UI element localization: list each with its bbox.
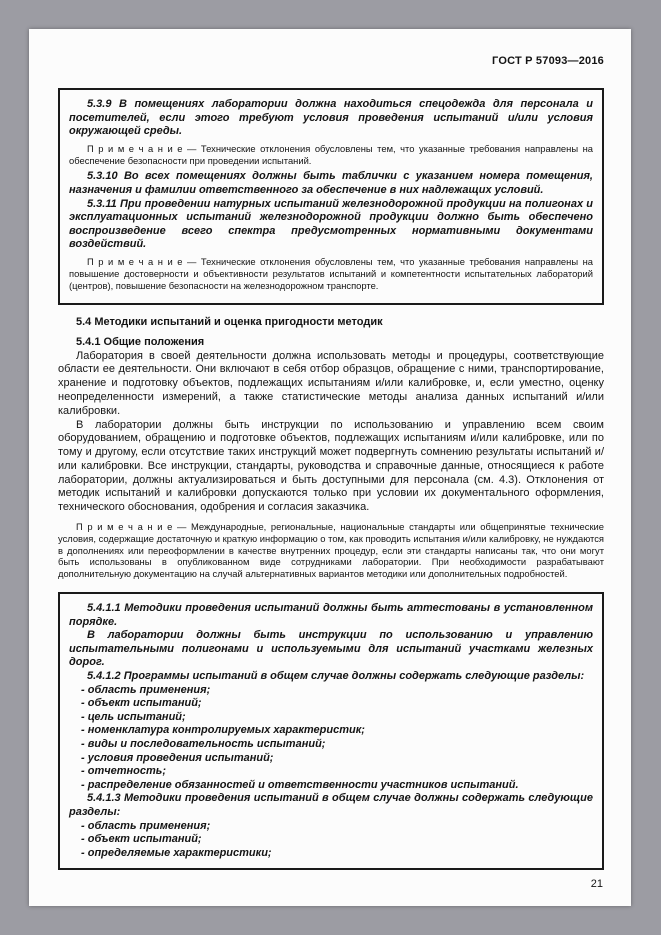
document-number: ГОСТ Р 57093—2016 bbox=[492, 55, 604, 67]
list-item: - номенклатура контролируемых характеристик; bbox=[81, 724, 365, 737]
section-5-4-1-heading: 5.4.1 Общие положения bbox=[76, 335, 205, 348]
note-after-5-3-9: П р и м е ч а н и е — Технические отклонения обусловлены тем, что указанные требования направлены на обеспечение безопасности при проведении испытаний. bbox=[69, 142, 593, 166]
section-5-4-heading: 5.4 Методики испытаний и оценка пригодности методик bbox=[76, 316, 383, 329]
clause-5-3-9: 5.3.9 В помещениях лаборатории должна находиться спецодежда для персонала и посетителей, если этого требуют условия проведения испытаний и/или условия окружающей среды. bbox=[69, 98, 593, 138]
list-item: - область применения; bbox=[81, 683, 211, 696]
list-item: - условия проведения испытаний; bbox=[81, 751, 274, 764]
page-number: 21 bbox=[590, 878, 603, 890]
clause-5-4-1-1: 5.4.1.1 Методики проведения испытаний должны быть аттестованы в установленном порядке. bbox=[69, 602, 593, 628]
page-content bbox=[29, 29, 631, 870]
list-item: - виды и последовательность испытаний; bbox=[81, 738, 326, 750]
document-page bbox=[29, 29, 631, 906]
clause-5-4-1-2: 5.4.1.2 Программы испытаний в общем случае должны содержать следующие разделы: bbox=[87, 670, 585, 683]
list-item: - объект испытаний; bbox=[81, 697, 202, 710]
list-item: - отчетность; bbox=[81, 765, 166, 778]
note-5-4-1: П р и м е ч а н и е — Международные, региональные, национальные стандарты или общепринятые технические условия, содержащие достаточную и краткую информацию о том, как проводить испытания и/или калибровку, не нуждаются в дополнениях или переоформлении в качестве внутренних процедур, если эти стандарты написаны так, что они могут быть использованы в опубликованном виде сотрудниками лаборатории. При необходимости разрабатывают дополнительную документацию на случай альтернативных вариантов методики или дополнительных подробностей. bbox=[58, 521, 604, 580]
clause-5-4-1-3: 5.4.1.3 Методики проведения испытаний в общем случае должны содержать следующие разделы: bbox=[69, 792, 593, 818]
clause-5-4-1-1-cont: В лаборатории должны быть инструкции по использованию и управлению испытательными полигонами и используемыми для испытаний участками железных дорог. bbox=[69, 629, 593, 669]
list-item: - объект испытаний; bbox=[81, 833, 202, 846]
clause-5-3-10: 5.3.10 Во всех помещениях должны быть таблички с указанием номера помещения, назначения и фамилии ответственного за обеспечение в них надлежащих условий. bbox=[69, 170, 593, 196]
clause-5-3-11: 5.3.11 При проведении натурных испытаний железнодорожной продукции на полигонах и эксплуатационных испытаний железнодорожной продукции должно быть обеспечено воспроизведение всего спектра предусмотренных нормативными документами воздействий. bbox=[69, 197, 593, 251]
list-item: - цель испытаний; bbox=[81, 710, 186, 723]
list-item: - область применения; bbox=[81, 819, 211, 832]
list-item: - распределение обязанностей и ответственности участников испытаний. bbox=[81, 778, 519, 791]
note-after-5-3-11: П р и м е ч а н и е — Технические отклонения обусловлены тем, что указанные требования направлены на повышение достоверности и объективности результатов испытаний и компетентности испытательных лабораторий (центров), повышение безопасности на железнодорожном транспорте. bbox=[69, 255, 593, 291]
list-item: - определяемые характеристики; bbox=[81, 846, 272, 859]
paragraph-5-4-1-a: Лаборатория в своей деятельности должна использовать методы и процедуры, соответствующие области ее деятельности. Они включают в себя отбор образцов, обращение с ними, транспортирование, хранение и подготовку объектов, подлежащих испытаниям и/или калибровке, и, если уместно, оценку неопределенности измерений, а также статистические методы анализа данных испытаний и/или калибровки. bbox=[58, 349, 604, 417]
paragraph-5-4-1-b: В лаборатории должны быть инструкции по использованию и управлению всем своим оборудованием, обращению и подготовке объектов, подлежащих испытаниям и/или калибровке, или по тому и другому, если отсутствие таких инструкций может подвергнуть сомнению результаты испытаний и/или калибровки. Все инструкции, стандарты, руководства и справочные данные, относящиеся к работе лаборатории, должны актуализироваться и быть доступными для персонала (см. 4.3). Отклонения от методик испытаний и калибровки допускаются только при условии их документального оформления, технического обоснования, одобрения и согласия заказчика. bbox=[58, 418, 604, 514]
requirements-box-5-4 bbox=[58, 592, 604, 870]
requirements-box-5-3 bbox=[58, 88, 604, 305]
